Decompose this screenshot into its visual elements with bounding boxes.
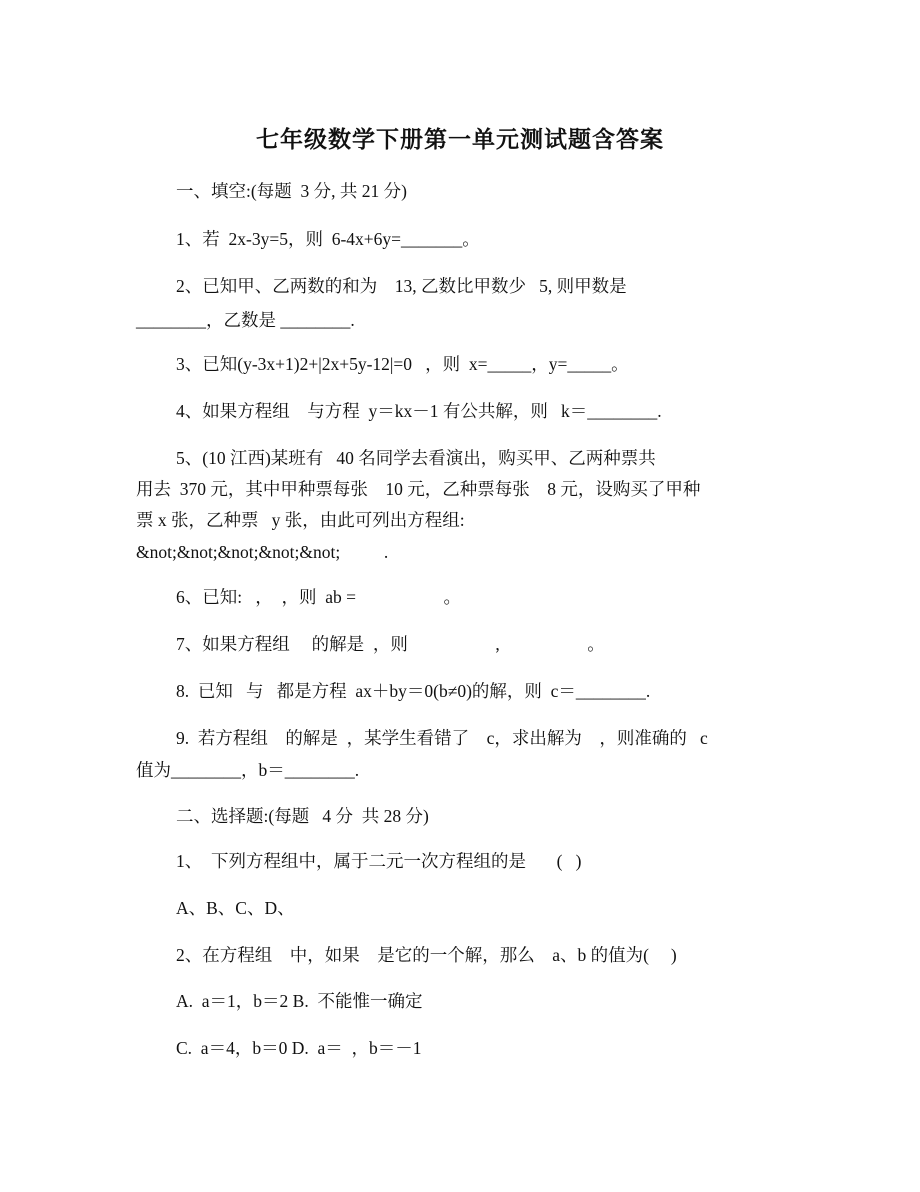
question-1-7: 7、如果方程组 的解是 ，则 , 。 xyxy=(176,634,605,654)
question-1-3: 3、已知(y-3x+1)2+|2x+5y-12|=0 ，则 x=_____，y=_____。 xyxy=(176,354,629,374)
question-2-1: 1、 下列方程组中，属于二元一次方程组的是 ( ) xyxy=(176,851,582,871)
question-1-1: 1、若 2x-3y=5，则 6-4x+6y=_______。 xyxy=(176,229,480,249)
question-1-6: 6、已知: ， ，则 ab = 。 xyxy=(176,587,461,607)
question-1-5-cont: 票 x 张，乙种票 y 张，由此可列出方程组: xyxy=(136,510,465,530)
question-1-2: 2、已知甲、乙两数的和为 13, 乙数比甲数少 5, 则甲数是 xyxy=(176,276,627,296)
question-2-2: 2、在方程组 中，如果 是它的一个解，那么 a、b 的值为( ) xyxy=(176,945,677,965)
section-2-heading: 二、选择题:(每题 4 分 共 28 分) xyxy=(176,806,429,826)
question-1-9-cont: 值为________，b＝________. xyxy=(136,760,360,780)
question-1-5-cont: 用去 370 元，其中甲种票每张 10 元，乙种票每张 8 元，设购买了甲种 xyxy=(136,479,701,499)
question-1-8: 8. 已知 与 都是方程 ax＋by＝0(b≠0)的解，则 c＝________. xyxy=(176,681,651,701)
question-2-1-options: A、B、C、D、 xyxy=(176,898,295,918)
question-1-2-cont: ________，乙数是 ________. xyxy=(136,310,355,330)
question-1-5: 5、(10 江西)某班有 40 名同学去看演出，购买甲、乙两种票共 xyxy=(176,448,656,468)
question-1-5-cont: &not;&not;&not;&not;&not; . xyxy=(136,542,389,562)
document-title: 七年级数学下册第一单元测试题含答案 xyxy=(256,127,664,152)
question-2-2-options-ab: A. a＝1，b＝2 B. 不能惟一确定 xyxy=(176,991,423,1011)
section-1-heading: 一、填空:(每题 3 分, 共 21 分) xyxy=(176,181,407,201)
question-2-2-options-cd: C. a＝4，b＝0 D. a＝ ，b＝－1 xyxy=(176,1038,422,1058)
question-1-4: 4、如果方程组 与方程 y＝kx－1 有公共解，则 k＝________. xyxy=(176,401,662,421)
question-1-9: 9. 若方程组 的解是 ，某学生看错了 c，求出解为 ，则准确的 c xyxy=(176,728,708,748)
